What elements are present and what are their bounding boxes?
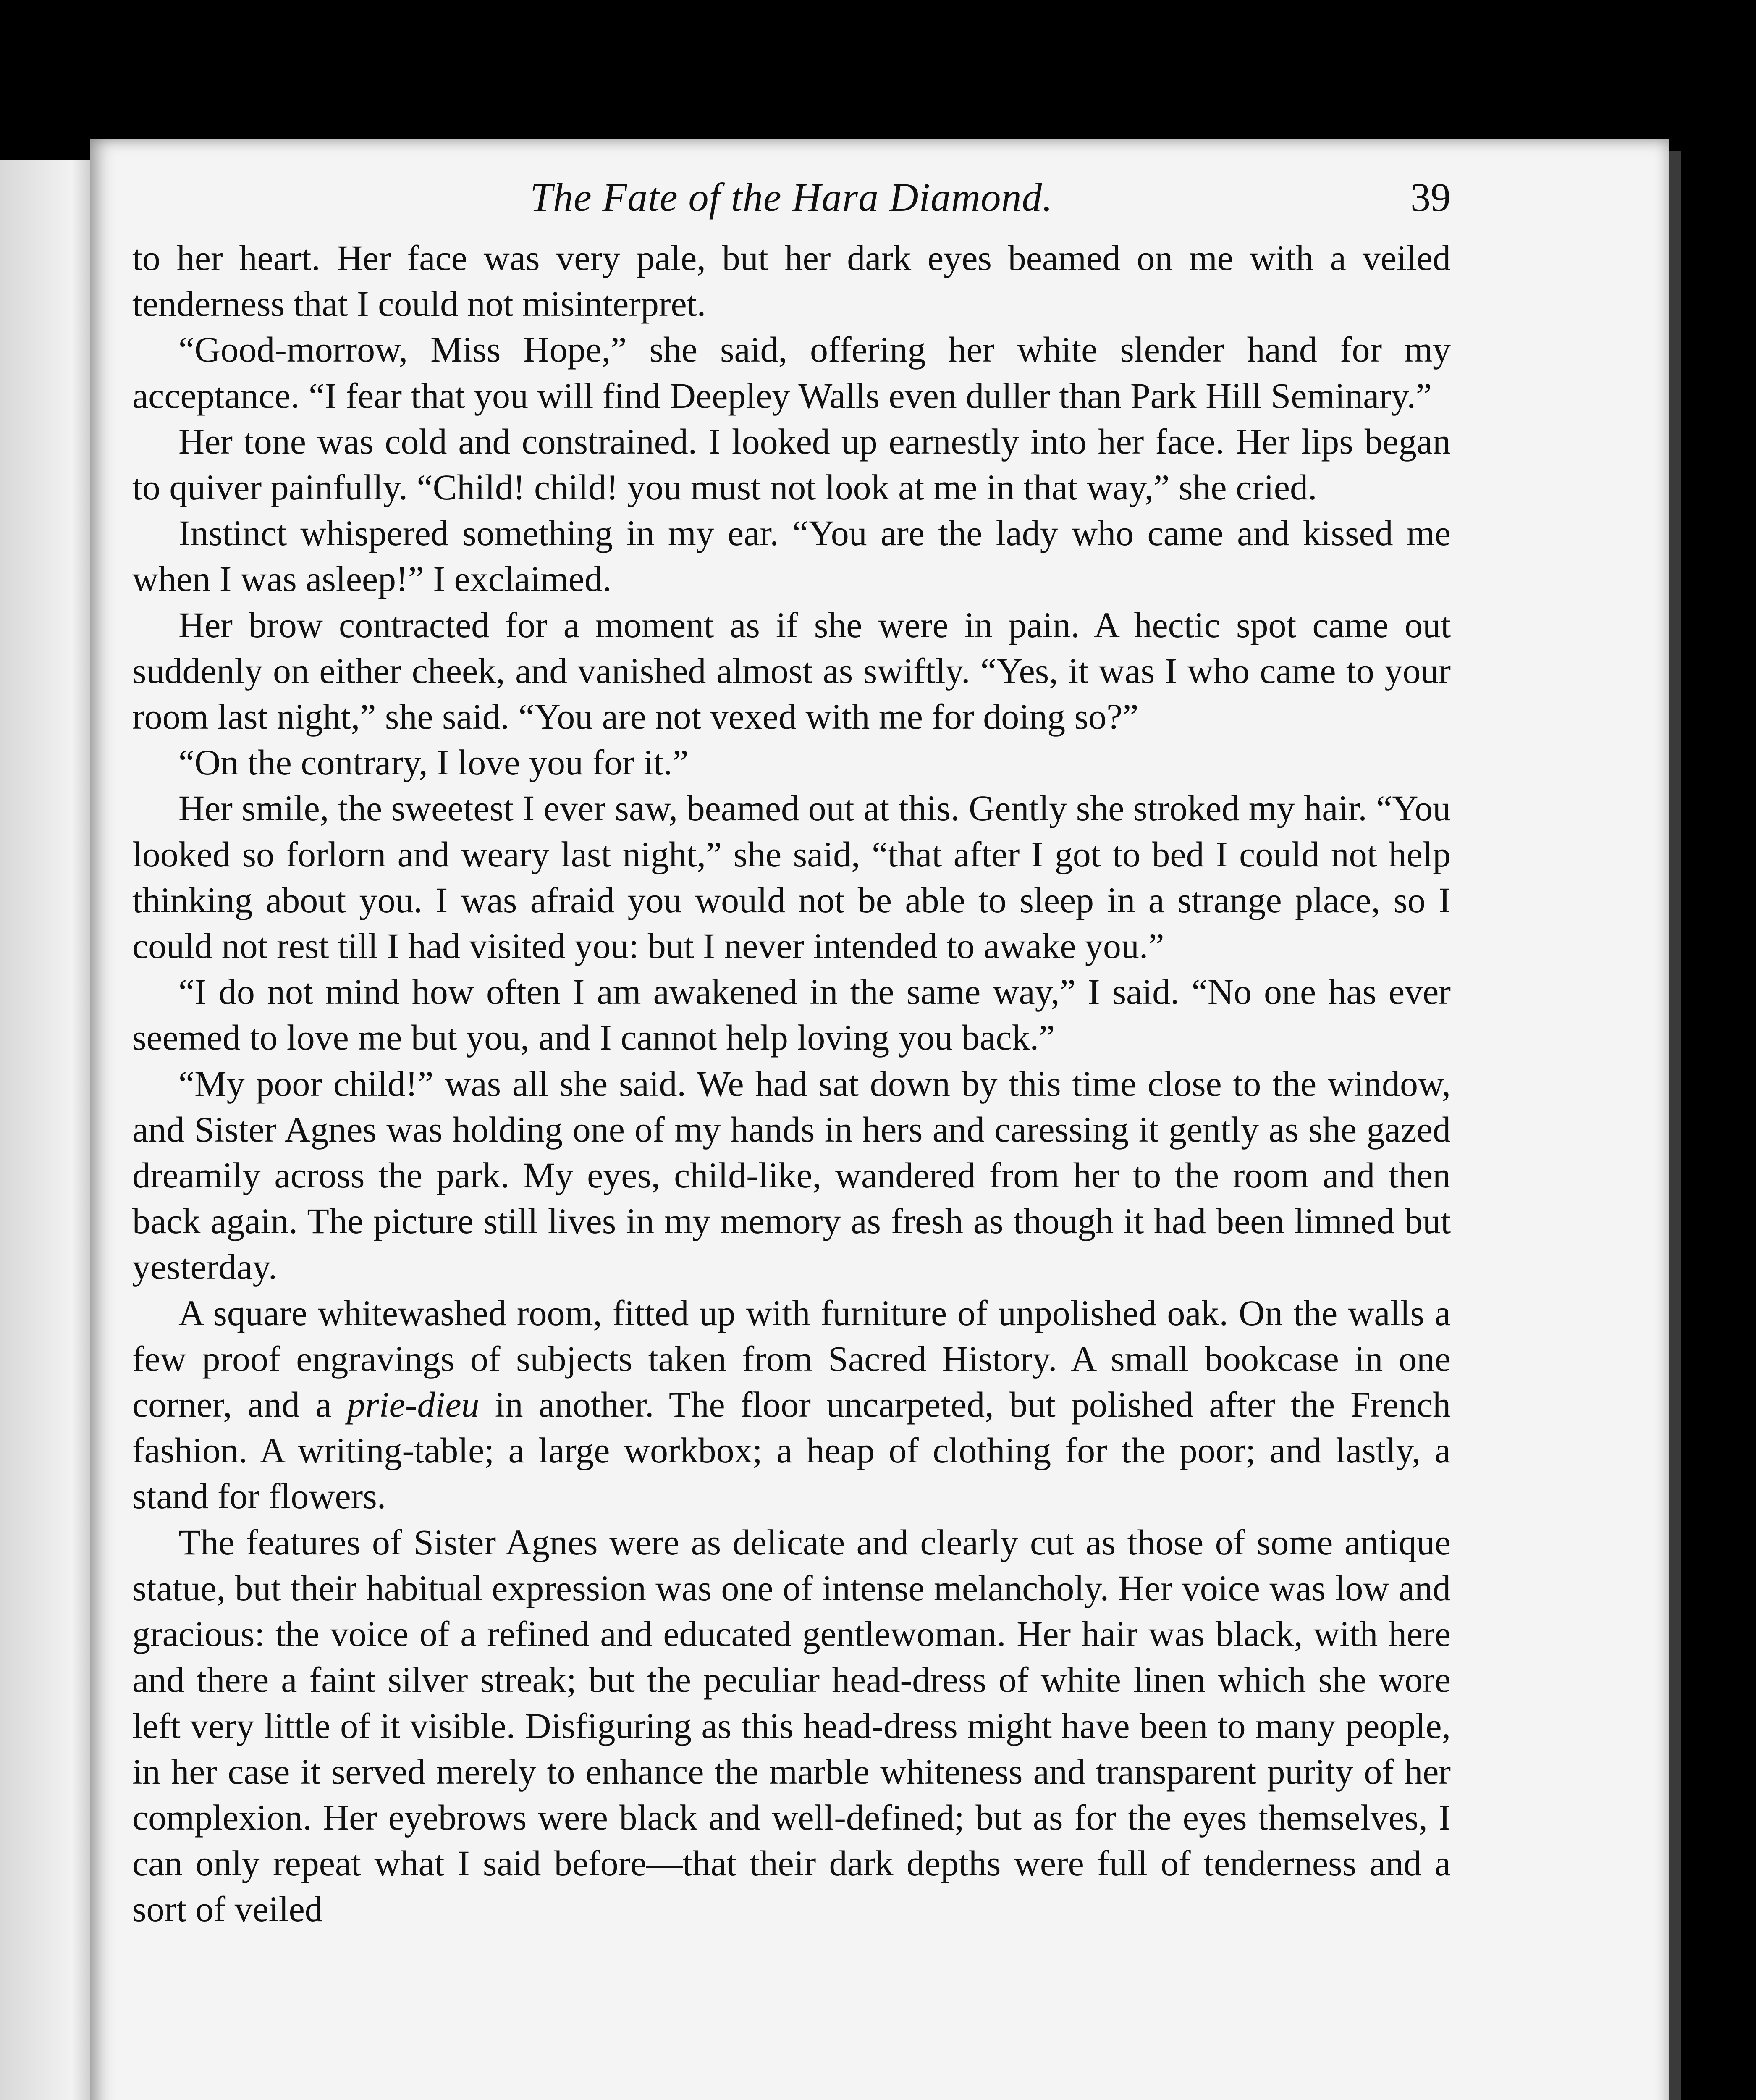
facing-page-edge (0, 160, 103, 2100)
paragraph: “On the contrary, I love you for it.” (178, 742, 689, 783)
paragraph-text: in another. The floor uncarpeted, but polished after the French fashion. A writing-table; a large workbox; a heap of clothing for the poor; and lastly, a stand for flowers. (132, 1384, 1451, 1517)
paragraph: Her tone was cold and constrained. I looked up earnestly into her face. Her lips began to quiver painfully. “Child! child! you must not look at me in that way,” she cried. (132, 421, 1451, 508)
paragraph: Instinct whispered something in my ear. “You are the lady who came and kissed me when I was asleep!” I exclaimed. (132, 513, 1451, 599)
running-head (132, 168, 1451, 227)
paragraph (132, 1290, 1451, 1520)
paragraph: “Good-morrow, Miss Hope,” she said, offering her white slender hand for my acceptance. “I fear that you will find Deepley Walls even duller than Park Hill Seminary.” (132, 329, 1451, 416)
italic-term: prie-dieu (347, 1384, 480, 1425)
paragraph: “I do not mind how often I am awakened in the same way,” I said. “No one has ever seemed to love me but you, and I cannot help loving you back.” (132, 971, 1451, 1058)
paragraph: The features of Sister Agnes were as delicate and clearly cut as those of some antique statue, but their habitual expression was one of intense melancholy. Her voice was low and gracious: the voice of a refined and educated gentlewoman. Her hair was black, with here and there a faint silver streak; but the peculiar head-dress of white linen which she wore left very little of it visible. Disfiguring as this head-dress might have been to many people, in her case it served merely to enhance the marble whiteness and transparent purity of her complexion. Her eyebrows were black and well-defined; but as for the eyes themselves, I can only repeat what I said before—that their dark depths were full of tenderness and a sort of veiled (132, 1522, 1451, 1929)
page-right-edge (1669, 151, 1681, 2100)
paragraph: “My poor child!” was all she said. We had sat down by this time close to the window, and Sister Agnes was holding one of my hands in hers and caressing it gently as she gazed dreamily across the park. My eyes, child-like, wandered from her to the room and then back again. The picture still lives in my memory as fresh as though it had been limned but yesterday. (132, 1063, 1451, 1287)
running-title: The Fate of the Hara Diamond. (530, 175, 1053, 220)
paragraph: to her heart. Her face was very pale, but her dark eyes beamed on me with a veiled tenderness that I could not misinterpret. (132, 238, 1451, 324)
paragraph-text: A square whitewashed room, fitted up with furniture of unpolished oak. On the walls a few proof engravings of subjects taken from Sacred History. A small bookcase in one corner, and a (132, 1292, 1451, 1425)
page-number: 39 (1410, 175, 1451, 220)
text-body (132, 235, 1451, 2100)
paragraph: Her smile, the sweetest I ever saw, beamed out at this. Gently she stroked my hair. “You looked so forlorn and weary last night,” she said, “that after I got to bed I could not help thinking about you. I was afraid you would not be able to sleep in a strange place, so I could not rest till I had visited you: but I never intended to awake you.” (132, 788, 1451, 966)
paragraph: Her brow contracted for a moment as if she were in pain. A hectic spot came out suddenly on either cheek, and vanished almost as swiftly. “Yes, it was I who came to your room last night,” she said. “You are not vexed with me for doing so?” (132, 604, 1451, 737)
